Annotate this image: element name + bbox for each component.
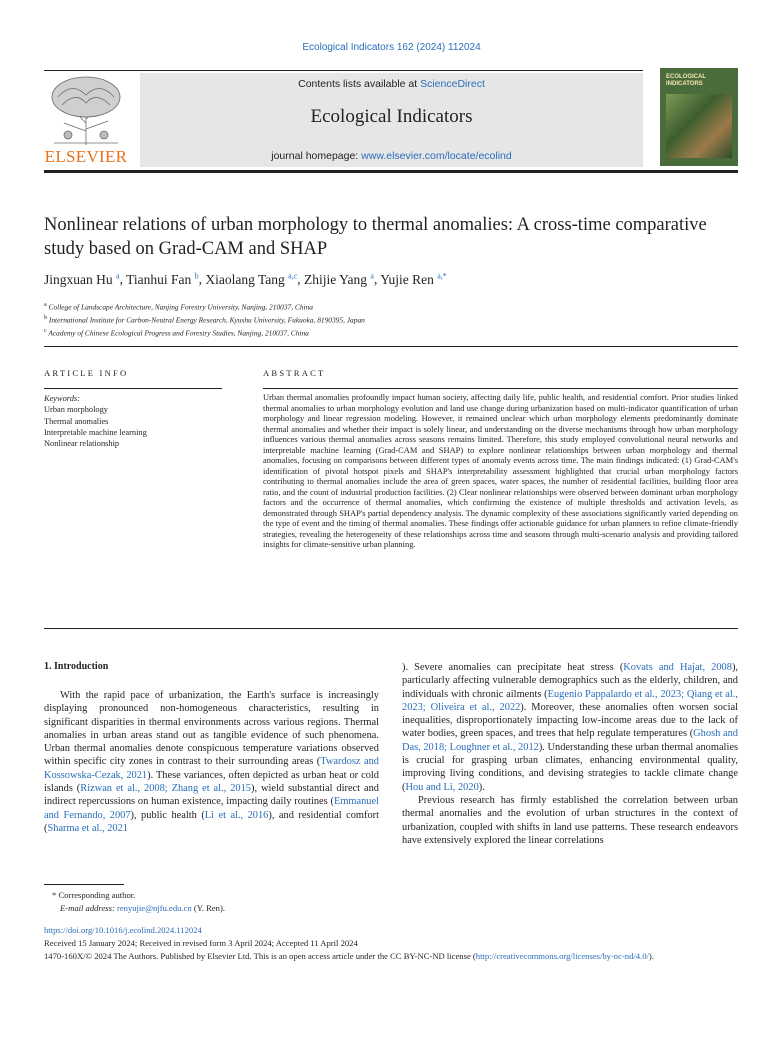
intro-paragraph-1-continued (402, 661, 738, 794)
intro-paragraph-2: Previous research has firmly established the correlation between urban thermal anomalies and the evolution of urban structures in the context of urbanization, coupled with shifts in land use patterns. These research endeavors have extensively explored the linear correlations (402, 794, 738, 846)
header-top-rule (44, 70, 643, 71)
author-list: Jingxuan Hu $^a$, Tianhui Fan $^b$, Xiaolang Tang $^{a,c}$, Zhijie Yang $^a$, Yujie Ren $^{a,*}$ (44, 271, 447, 287)
author-4[interactable]: Zhijie Yang $^a$ (304, 271, 374, 287)
divider (263, 388, 738, 389)
keyword: Urban morphology (44, 405, 108, 415)
paragraph-text: ), and residential comfort ( (44, 809, 379, 834)
intro-paragraph-1 (44, 689, 379, 835)
contents-line (140, 78, 643, 90)
license-text: 1470-160X/© 2024 The Authors. Published by Elsevier Ltd. This is an open access article under the CC BY-NC-ND license ( (44, 951, 476, 961)
intro-right-column (402, 661, 738, 847)
citation-link[interactable]: Li et al., 2016 (204, 809, 269, 821)
article-title: Nonlinear relations of urban morphology to thermal anomalies: A cross-time comparative study based on Grad-CAM and SHAP (44, 215, 707, 259)
footnotes (44, 889, 738, 915)
journal-citation[interactable]: Ecological Indicators 162 (2024) 112024 (302, 42, 481, 53)
journal-title[interactable]: Ecological Indicators (310, 106, 473, 127)
footnote-rule (44, 884, 124, 885)
author-3[interactable]: Xiaolang Tang $^{a,c}$ (205, 271, 298, 287)
email-label: E-mail address: (60, 903, 117, 913)
author-1[interactable]: Jingxuan Hu $^a$ (44, 271, 120, 287)
contents-prefix: Contents lists available at (298, 78, 421, 90)
citation-link[interactable]: Twardosz and Kossowska-Cezak, 2021 (44, 756, 379, 781)
abstract-text: Urban thermal anomalies profoundly impact human society, affecting daily life, public health, and residential comfort. Prior studies linked thermal anomalies to urban morphology evolution and land use change during urbanization based on multi-indicator quantification of urban morphology and linear regression modeling. However, it remained unclear which urban morphology elements predominantly dominate thermal anomalies and whether their impact is solely linear, and understanding on the diverse mechanisms through how urban morphology influences various thermal anomalies across seasons remains limited. Therefore, this study employed convolutional neural networks and interpretable machine learning (Grad-CAM and SHAP) to explore nonlinear relationships between urban morphology and thermal anomalies, focusing on comparisons between different types of anomaly events across time. The main findings indicated: (1) Grad-CAM's identification of pivotal hotspot pixels and SHAP's interpretability assessment highlighted that crucial urban morphology factors contributing to thermal anomalies include the area of green spaces, water spaces, the number of residential facilities, building floor area ratio, and the count of industrial production facilities. (2) Clear nonlinear relationships were observed between dominant urban morphology factors and the occurrence of thermal anomalies, which confirming the existence of multiple thresholds and activation levels, as demonstrated through SHAP's partial dependency analysis. The dynamic complexity of these associations significantly varied depending on the type of event and the timing of thermal anomalies. These findings offer actionable guidance for urban planners to refine climate-friendly strategies, revealing the heterogeneity of these relationships across time and seasons through multi-scenario analysis and providing tailored insights for climate-sensitive urban planning. (263, 392, 738, 549)
elsevier-logo[interactable] (44, 73, 134, 167)
citation-link[interactable]: Rizwan et al., 2008; Zhang et al., 2015 (80, 783, 251, 795)
author-5[interactable]: Yujie Ren $^{a,*}$ (380, 271, 447, 287)
license-line (44, 950, 738, 963)
paragraph-text: ), particularly affecting vulnerable demographics such as the elderly, children, and individuals with chronic ailments ( (402, 662, 738, 700)
article-info-heading: ARTICLE INFO (44, 368, 129, 378)
received-dates: Received 15 January 2024; Received in revised form 3 April 2024; Accepted 11 April 2024 (44, 938, 358, 948)
affiliation-b: $^b$ International Institute for Carbon-Neutral Energy Research, Kyushu University, Fukuoka, 8190395, Japan (44, 314, 365, 325)
corresponding-author-note: * Corresponding author. (52, 890, 136, 900)
paragraph-text: ). These variances, often depicted as urban heat or cold islands ( (44, 769, 379, 795)
elsevier-tree-icon (44, 73, 128, 147)
email-line (44, 902, 738, 915)
license-link[interactable]: http://creativecommons.org/licenses/by-nc-nd/4.0/ (475, 951, 649, 961)
homepage-link[interactable]: www.elsevier.com/locate/ecolind (361, 150, 512, 162)
paragraph-text: ). Understanding these urban thermal anomalies is crucial for grasping urban climates, enhancing environmental quality, improving living conditions, and devising strategies to tackle climate change ( (402, 741, 738, 793)
paragraph-text: With the rapid pace of urbanization, the Earth's surface is increasingly displaying pronounced non-homogeneous characteristics, resulting in significant disparities in thermal environments across various regions. Thermal anomalies in urban areas stand out as tangible evidence of such phenomena. Urban thermal anomalies denote conspicuous temperature variations observed within specific city zones in contrast to their surrounding areas ( (44, 690, 379, 768)
keywords-block (44, 393, 222, 449)
keywords-label: Keywords: (44, 394, 80, 403)
journal-cover-thumbnail[interactable] (660, 68, 738, 166)
citation-link[interactable]: Sharma et al., 2021 (47, 822, 128, 834)
license-end: ). (648, 951, 654, 961)
section-heading: 1. Introduction (44, 661, 109, 672)
homepage-line (140, 150, 643, 162)
affiliation-a: $^a$ College of Landscape Architecture, Nanjing Forestry University, Nanjing, 210037, China (44, 302, 313, 312)
paragraph-text: ). (478, 781, 485, 793)
elsevier-wordmark: ELSEVIER (44, 147, 128, 166)
sciencedirect-link[interactable]: ScienceDirect (420, 78, 485, 90)
paragraph-text: ). Severe anomalies can precipitate heat stress ( (402, 662, 624, 673)
article-footer (44, 924, 738, 963)
citation-link[interactable]: Ghosh and Das, 2018; Loughner et al., 2012 (402, 728, 738, 753)
cover-image (666, 94, 732, 158)
divider (44, 628, 738, 629)
divider (44, 388, 222, 389)
keyword: Interpretable machine learning (44, 427, 147, 437)
citation-link[interactable]: Hou and Li, 2020 (405, 781, 479, 793)
intro-left-column (44, 689, 379, 835)
keyword: Thermal anomalies (44, 416, 109, 426)
citation-link[interactable]: Emmanuel and Fernando, 2007 (44, 796, 379, 821)
header-thick-rule (44, 170, 738, 173)
doi-link[interactable]: https://doi.org/10.1016/j.ecolind.2024.112024 (44, 925, 202, 935)
citation-link[interactable]: Eugenio Pappalardo et al., 2023; Qiang et al., 2023; Oliveira et al., 2022 (402, 688, 738, 713)
paragraph-text: ). Moreover, these anomalies often worsen social inequalities, disproportionately impacting low-income areas due to the lack of water bodies, green spaces, and trees that help regulate temperatures ( (402, 701, 738, 740)
email-link[interactable]: renyujie@njfu.edu.cn (116, 903, 192, 913)
paragraph-text: ), wield substantial direct and indirect repercussions on human existence, impacting daily routines ( (44, 783, 379, 808)
paragraph-text: ), public health ( (130, 809, 205, 821)
abstract-heading: ABSTRACT (263, 368, 326, 378)
affiliations (44, 300, 738, 339)
homepage-prefix: journal homepage: (271, 150, 362, 162)
email-suffix: (Y. Ren). (191, 903, 225, 913)
divider (44, 346, 738, 347)
citation-link[interactable]: Kovats and Hajat, 2008 (623, 662, 732, 673)
keyword: Nonlinear relationship (44, 439, 120, 449)
affiliation-c: $^c$ Academy of Chinese Ecological Progress and Forestry Studies, Nanjing, 210037, China (44, 327, 309, 338)
author-2[interactable]: Tianhui Fan $^b$ (126, 271, 199, 287)
cover-title: ECOLOGICAL INDICATORS (666, 74, 706, 87)
